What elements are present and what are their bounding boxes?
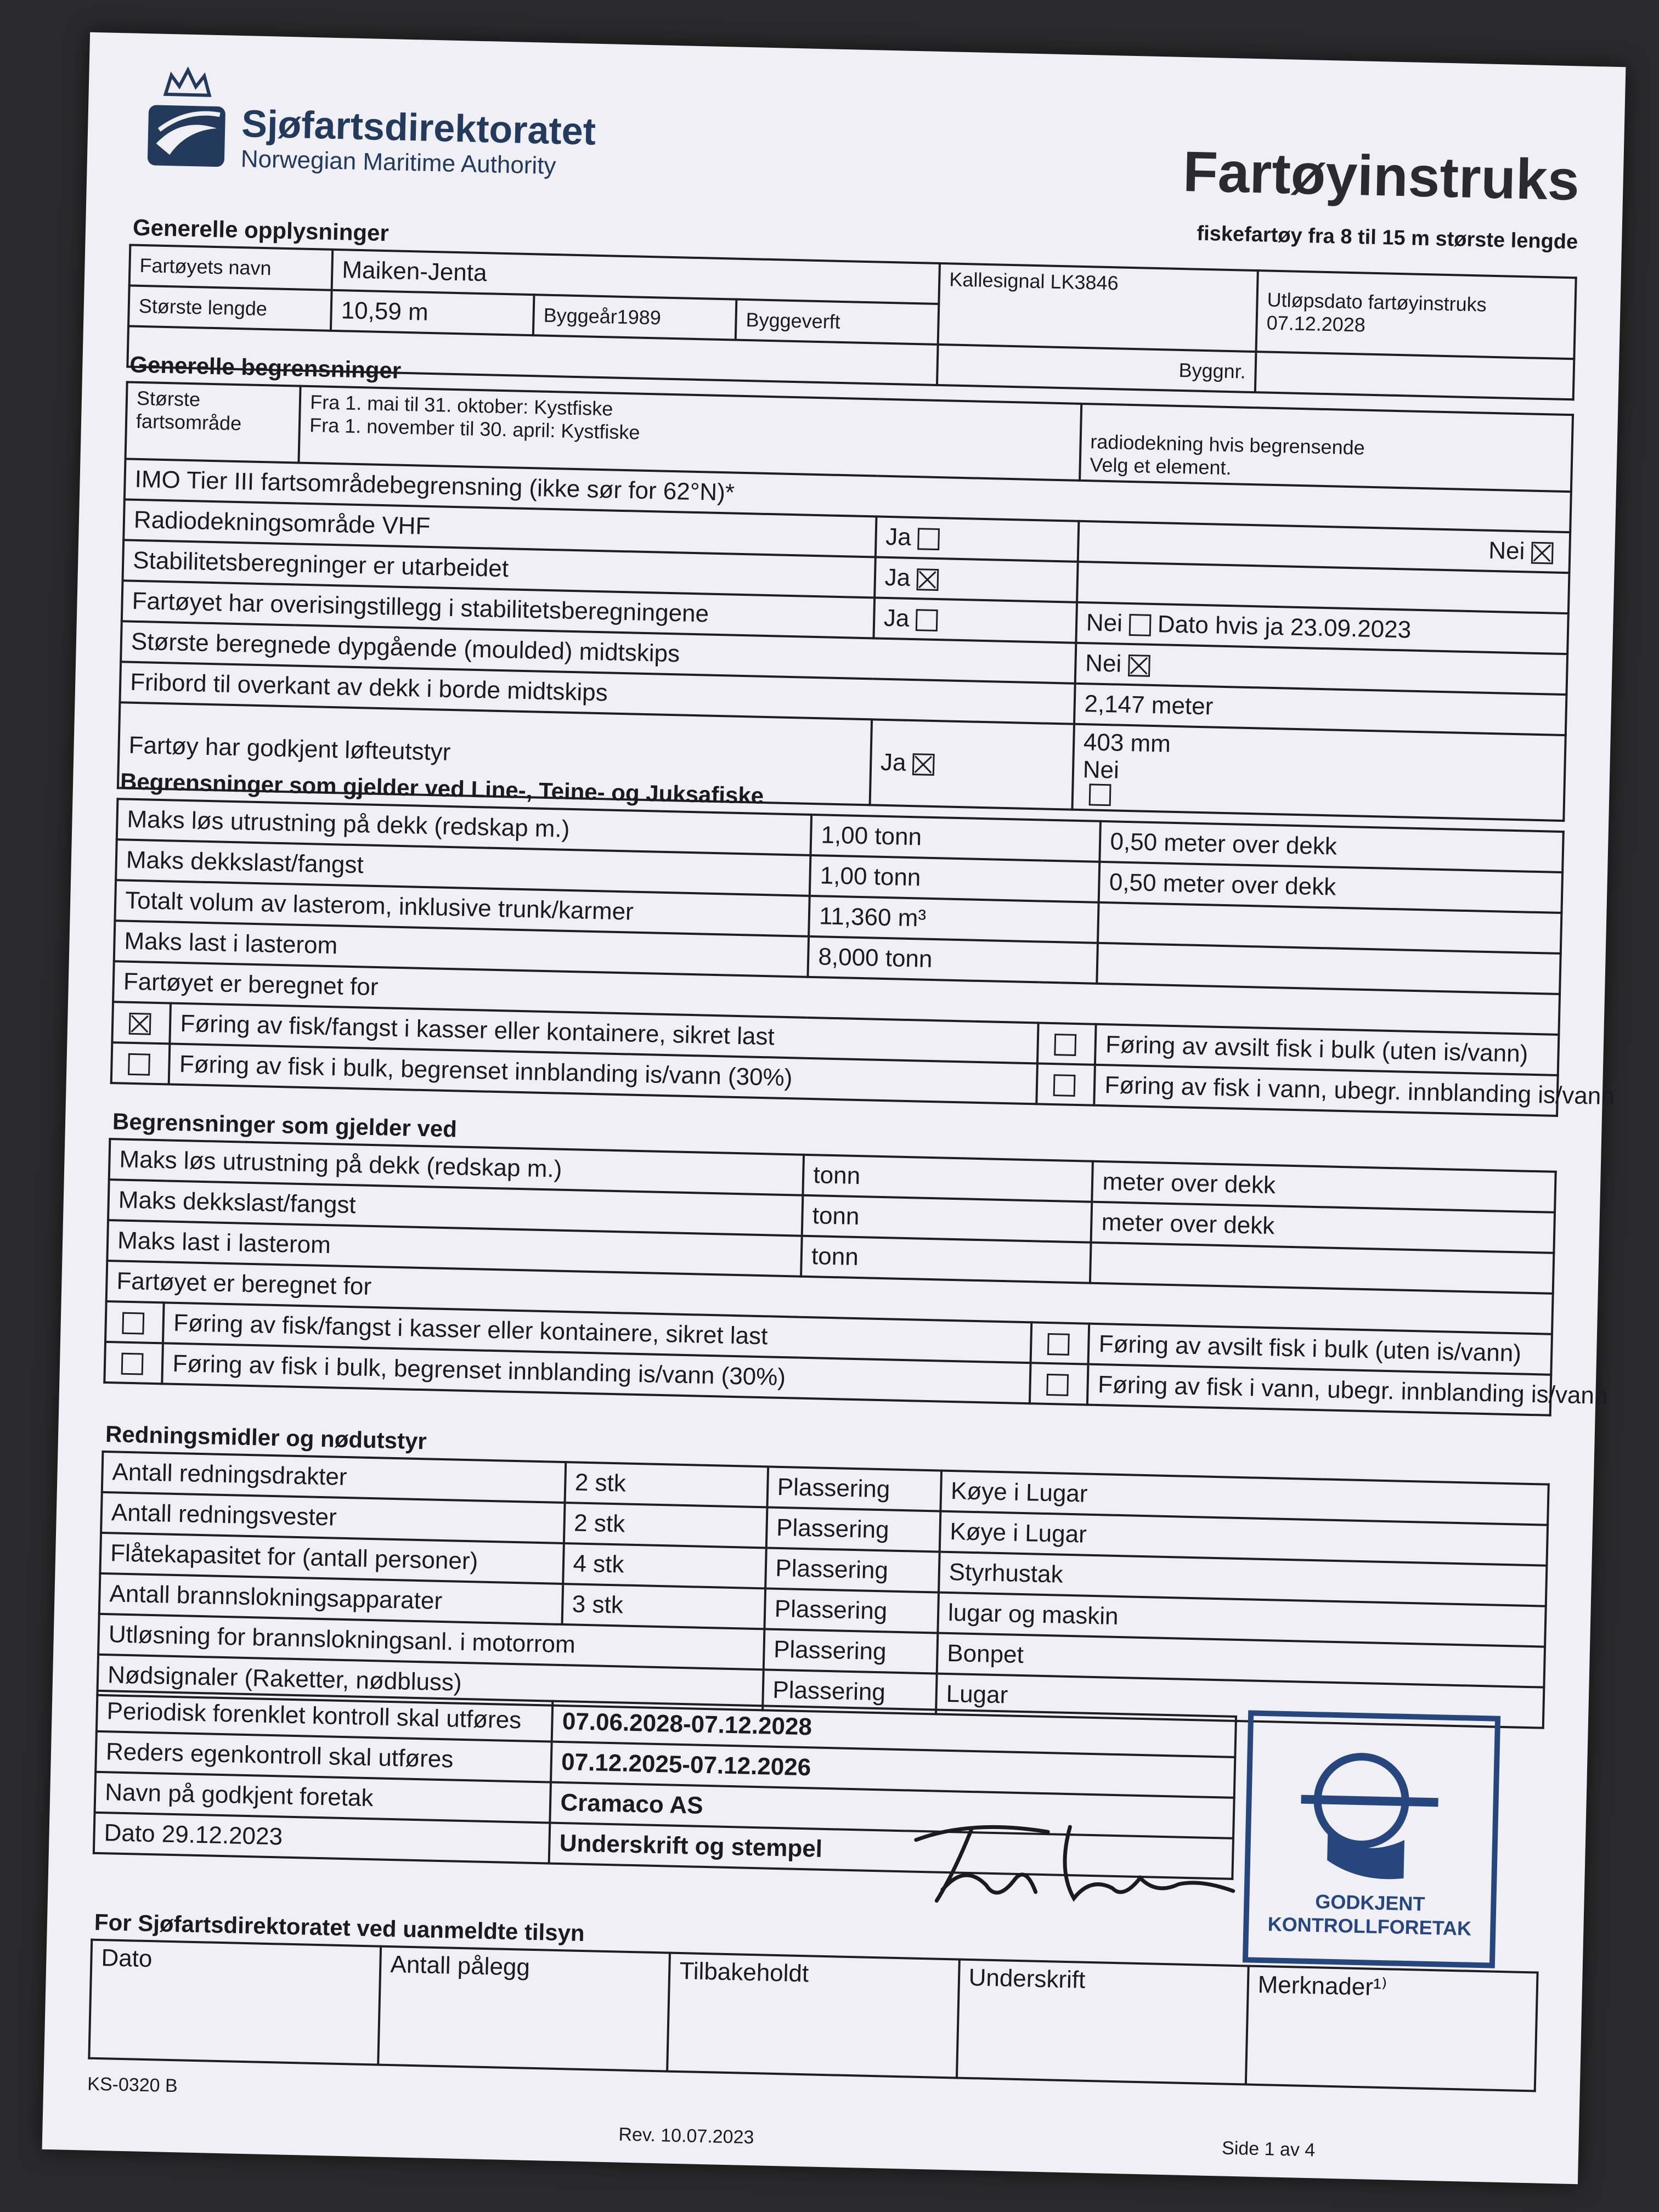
form-sheet [42,32,1626,2185]
draft-nei-checkbox[interactable] [1128,654,1150,677]
hold-load-value[interactable]: 8,000 tonn [808,936,1098,984]
safety-place[interactable]: lugar og maskin [938,1593,1546,1647]
general-limits-section [117,351,1575,822]
vhf-label: Radiodekningsområde VHF [123,499,876,557]
inspection-col-remarks[interactable]: Merknader¹⁾ [1246,1966,1538,2091]
option-cell[interactable] [104,1342,163,1384]
stability-ja[interactable] [874,557,1078,602]
option-label: Føring av fisk i bulk, begrenset innblanding is/vann (30%) [169,1044,1037,1104]
draft-value[interactable]: 2,147 meter [1074,684,1567,735]
safety-label: Antall brannslokningsapparater [99,1573,563,1624]
safety-place[interactable]: Styrhustak [939,1552,1547,1606]
area-label-line: fartsområde [136,409,242,435]
page-subtitle: fiskefartøy fra 8 til 15 m største lengde [1197,222,1578,254]
length-field[interactable]: 10,59 m [331,290,534,335]
option-checkbox[interactable] [129,1013,151,1035]
control-value[interactable]: 07.12.2025-07.12.2026 [551,1742,1235,1798]
deck-load-label: Maks dekkslast/fangst [116,839,811,896]
stability-label: Stabilitetsberegninger er utarbeidet [122,540,875,597]
control-date[interactable]: Dato 29.12.2023 [94,1813,550,1864]
yard-label: Byggeverft [736,300,939,345]
area-line: Fra 1. november til 30. april: Kystfiske [309,414,640,444]
inspection-col-signature[interactable]: Underskrift [957,1960,1249,2085]
section-title: For Sjøfartsdirektoratet ved uanmeldte tilsyn [94,1909,585,1946]
safety-count[interactable]: 3 stk [562,1584,765,1629]
option-cell[interactable] [105,1301,164,1343]
option-cell[interactable] [111,1042,170,1084]
expiry-field[interactable] [1256,270,1576,359]
safety-label: Nødsignaler (Raketter, nødbluss) [97,1655,763,1710]
ja-label: Ja [883,604,910,632]
nei-label: Nei [1085,650,1122,678]
freeboard-value: 403 mm [1083,729,1171,758]
loose-gear-height[interactable]: meter over dekk [1092,1161,1556,1212]
option-label: Føring av fisk i vann, ubegr. innblanding is/vann [1087,1364,1551,1415]
safety-place[interactable]: Lugar [936,1674,1544,1728]
safety-label: Antall redningsvester [101,1492,565,1543]
radio-dropdown[interactable]: Velg et element. [1090,453,1232,479]
freeboard-label: Fribord til overkant av dekk i borde midtskips [120,662,1075,724]
designed-for-label: Fartøyet er beregnet for [106,1261,1553,1334]
vhf-ja-checkbox[interactable] [917,528,940,551]
org-subtitle: Norwegian Maritime Authority [240,145,557,180]
ja-label: Ja [884,563,911,591]
option-checkbox[interactable] [122,1312,144,1335]
other-limits-section [103,1108,1608,1417]
radio-note[interactable] [1080,404,1573,492]
option-checkbox[interactable] [1047,1333,1070,1356]
safety-label: Utløsning for brannslokningsanl. i motorrom [98,1614,764,1669]
icing-ja[interactable] [873,597,1077,642]
org-name: Sjøfartsdirektoratet [241,102,596,153]
safety-place[interactable]: Køye i Lugar [940,1511,1548,1566]
option-checkbox[interactable] [1053,1074,1076,1097]
hold-load-label: Maks last i lasterom [114,921,809,977]
option-label: Føring av avsilt fisk i bulk (uten is/vann) [1088,1324,1552,1375]
nei-label: Nei [1082,756,1120,784]
placement-label: Plassering [767,1466,941,1511]
section-title: Generelle opplysninger [132,214,390,246]
hold-volume-label: Totalt volum av lasterom, inklusive trunk/karmer [115,880,810,936]
stamp-line: KONTROLLFORETAK [1267,1912,1472,1940]
stamp-line: GODKJENT [1314,1889,1425,1915]
safety-place[interactable]: Bonpet [937,1633,1545,1688]
loose-gear-value[interactable]: tonn [803,1155,1093,1202]
placement-label: Plassering [764,1588,939,1633]
option-label: Føring av fisk/fangst i kasser eller kontainere, sikret last [163,1302,1031,1363]
option-cell[interactable] [112,1002,171,1043]
crown-logo-icon [142,61,232,173]
safety-section [96,1421,1550,1729]
stamp-text [1249,1888,1491,1940]
ja-label: Ja [885,523,912,551]
inspection-col-orders[interactable]: Antall pålegg [378,1946,670,2072]
vhf-ja[interactable] [876,516,1079,561]
section-title: Generelle begrensninger [129,351,402,383]
inspection-col-detained[interactable]: Tilbakeholdt [667,1953,959,2078]
safety-table [96,1451,1549,1729]
safety-label: Antall redningsdrakter [102,1452,566,1503]
page-title: Fartøyinstruks [1182,140,1581,213]
option-label: Føring av fisk i bulk, begrenset innblanding is/vann (30%) [162,1343,1031,1403]
handwritten-signature-icon [904,1807,1257,1918]
area-label-line: Største [136,386,201,411]
deck-load-height[interactable]: 0,50 meter over dekk [1099,862,1562,913]
expiry-label: Utløpsdato fartøyinstruks [1267,288,1487,316]
area-label [126,382,301,462]
lifting-label: Fartøy har godkjent løfteutstyr [118,702,872,805]
expiry-value: 07.12.2028 [1266,311,1366,336]
signature-label: Underskrift og stempel [549,1823,1233,1879]
radio-note-line: radiodekning hvis begrensende [1090,430,1365,459]
section-title: Begrensninger som gjelder ved Line-, Teine- og Juksafiske [120,768,764,809]
draft-label: Største beregnede dypgående (moulded) midtskips [121,621,1076,683]
option-checkbox[interactable] [121,1353,144,1375]
vessel-name-field[interactable]: Maiken-Jenta [332,250,940,304]
form-header [130,50,1582,254]
revision: Rev. 10.07.2023 [618,2124,754,2148]
safety-place[interactable]: Køye i Lugar [940,1471,1549,1525]
inspection-col-date[interactable]: Dato [89,1940,381,2065]
option-cell[interactable] [1030,1363,1088,1404]
loose-gear-label: Maks løs utrustning på dekk (redskap m.) [117,799,812,855]
build-year-field[interactable]: Byggeår1989 [533,295,737,340]
hold-volume-value[interactable]: 11,360 m³ [809,896,1099,943]
option-cell[interactable] [1037,1023,1096,1064]
option-label: Føring av fisk i vann, ubegr. innblanding is/vann [1094,1065,1558,1116]
nei-label: Nei [1086,609,1123,637]
loose-gear-label: Maks løs utrustning på dekk (redskap m.) [109,1139,804,1195]
vessel-name-label: Fartøyets navn [129,245,333,290]
approval-stamp [1243,1710,1500,1968]
nei-label: Nei [1488,537,1525,565]
option-cell[interactable] [1031,1322,1090,1364]
safety-count[interactable]: 2 stk [565,1462,768,1507]
placement-label: Plassering [763,1629,938,1673]
option-checkbox[interactable] [1046,1374,1069,1396]
stability-ja-checkbox[interactable] [917,569,939,591]
line-limits-table [110,798,1615,1117]
deck-load-value[interactable]: tonn [802,1195,1092,1243]
icing-ja-checkbox[interactable] [916,610,938,632]
section-title: Begrensninger som gjelder ved [112,1108,458,1142]
icing-date: Dato hvis ja 23.09.2023 [1157,611,1412,644]
option-label: Føring av avsilt fisk i bulk (uten is/vann) [1095,1024,1559,1075]
build-number-label: Byggnr. [937,345,1256,392]
placement-label: Plassering [766,1507,940,1551]
form-id: KS-0320 B [87,2073,178,2097]
section-title: Redningsmidler og nødutstyr [105,1421,427,1454]
safety-label: Flåtekapasitet for (antall personer) [100,1533,563,1584]
option-label: Føring av fisk/fangst i kasser eller kontainere, sikret last [170,1003,1039,1064]
callsign-field[interactable]: Kallesignal LK3846 [938,263,1258,352]
ja-label: Ja [880,748,907,776]
placement-label: Plassering [765,1548,940,1592]
placement-label: Plassering [763,1669,937,1714]
area-line: Fra 1. mai til 31. oktober: Kystfiske [309,391,613,420]
deck-load-label: Maks dekkslast/fangst [108,1180,803,1236]
icing-nei-checkbox[interactable] [1128,614,1151,636]
control-label: Navn på godkjent foretak [95,1772,551,1823]
option-cell[interactable] [1036,1063,1095,1105]
vhf-nei-checkbox[interactable] [1531,542,1554,565]
loose-gear-height[interactable]: 0,50 meter over dekk [1100,821,1564,872]
length-label: Største lengde [128,285,332,330]
hold-load-label: Maks last i lasterom [107,1220,802,1277]
line-limits-section [110,768,1615,1117]
other-limits-table [103,1138,1608,1417]
imo-label: IMO Tier III fartsområdebegrensning (ikke sør for 62°N)* [134,465,735,506]
safety-count[interactable]: 2 stk [563,1503,767,1548]
control-value[interactable]: Cramaco AS [550,1782,1234,1838]
icing-label: Fartøyet har overisingstillegg i stabilitetsberegningene [122,580,874,638]
designed-for-label: Fartøyet er beregnet for [113,961,1560,1035]
safety-count[interactable]: 4 stk [563,1543,766,1588]
deck-load-value[interactable]: 1,00 tonn [810,855,1100,902]
page-number: Side 1 av 4 [1221,2137,1316,2161]
general-limits-table [117,381,1574,822]
deck-load-height[interactable]: meter over dekk [1091,1202,1555,1253]
hold-load-value[interactable]: tonn [801,1236,1091,1283]
option-checkbox[interactable] [1054,1034,1076,1056]
option-checkbox[interactable] [128,1053,150,1076]
loose-gear-value[interactable]: 1,00 tonn [811,815,1101,862]
control-value[interactable]: 07.06.2028-07.12.2028 [552,1701,1236,1757]
control-label: Reders egenkontroll skal utføres [95,1731,552,1782]
lifting-ja-checkbox[interactable] [912,753,935,776]
inspection-section [88,1909,1539,2092]
control-label: Periodisk forenklet kontroll skal utføres [97,1691,553,1742]
